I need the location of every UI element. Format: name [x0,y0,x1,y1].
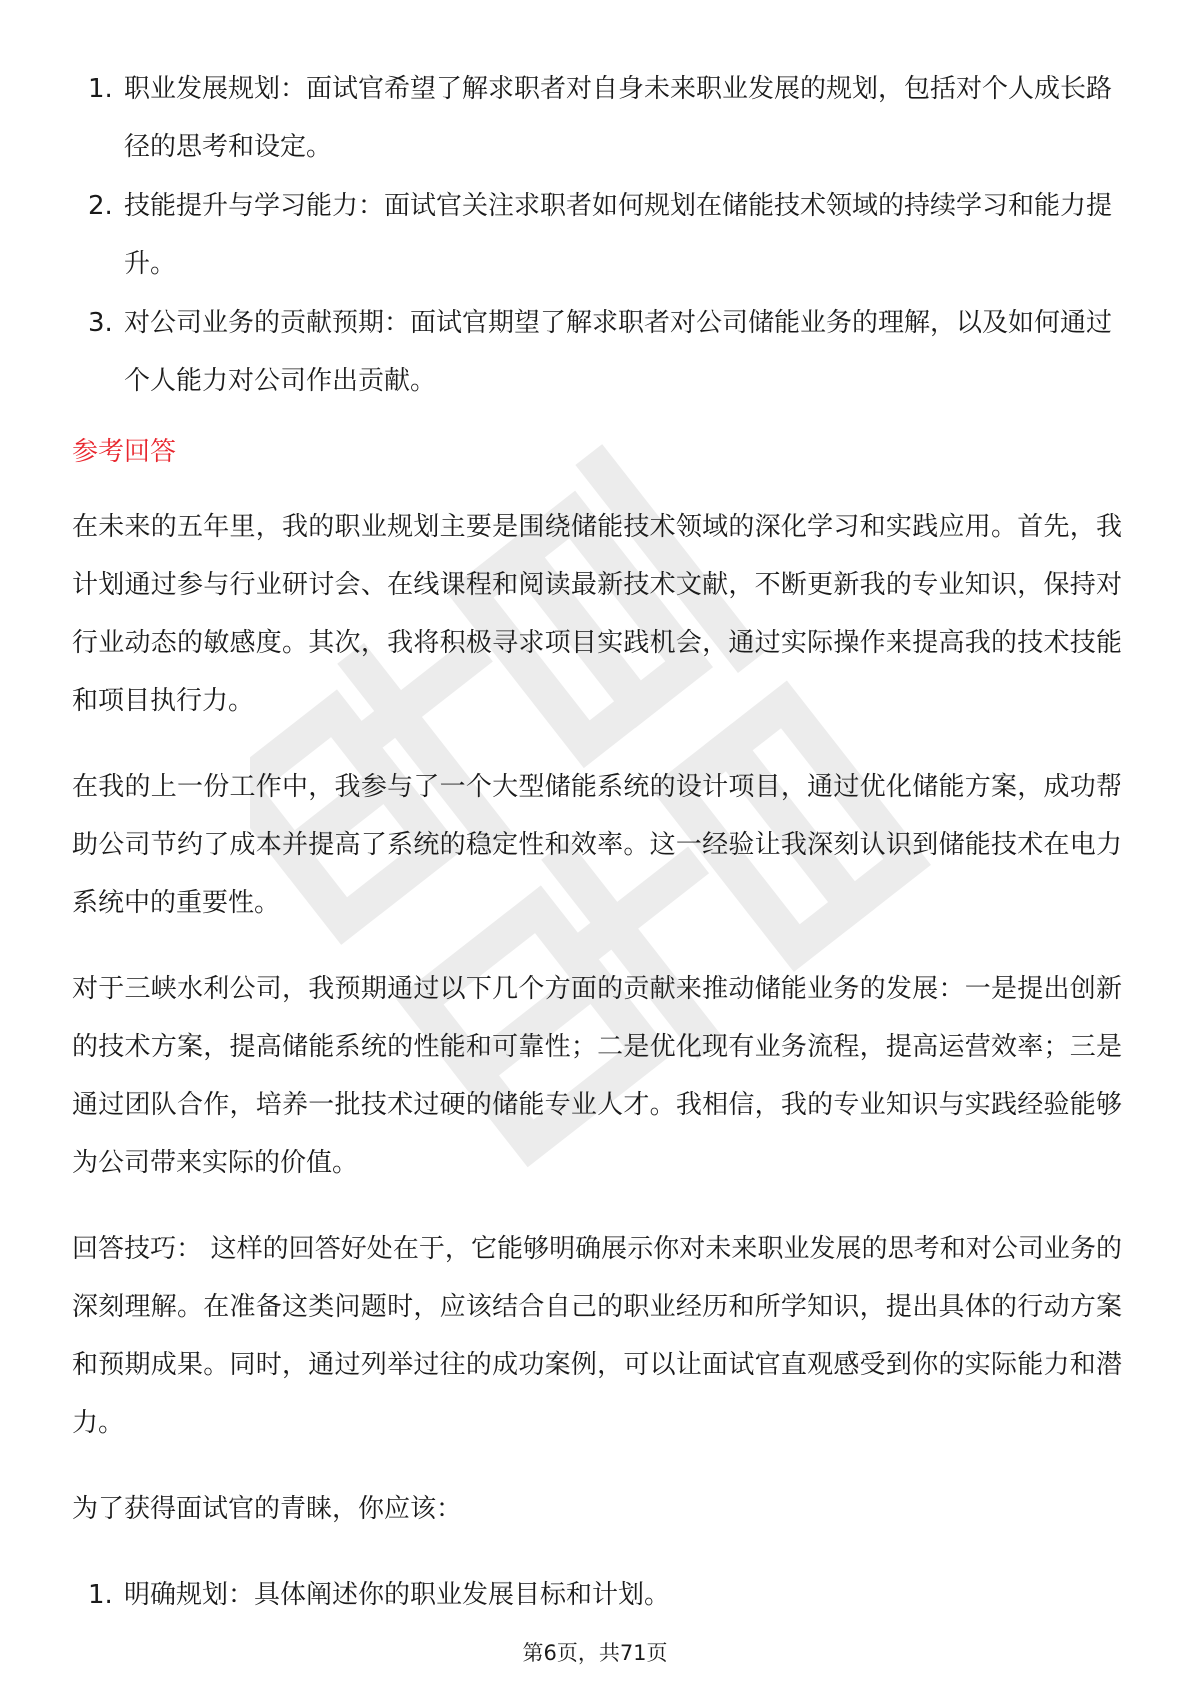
list-item-number: 2. [88,191,113,221]
list-item-text: 对公司业务的贡献预期：面试官期望了解求职者对公司储能业务的理解，以及如何通过个人能力对公司作出贡献。 [124,308,1113,396]
list-item [72,294,1122,410]
bottom-numbered-list [72,1566,1122,1624]
answer-paragraph-1: 在未来的五年里，我的职业规划主要是围绕储能技术领域的深化学习和实践应用。首先，我计划通过参与行业研讨会、在线课程和阅读最新技术文献，不断更新我的专业知识，保持对行业动态的敏感度。其次，我将积极寻求项目实践机会，通过实际操作来提高我的技术技能和项目执行力。 [72,512,1122,716]
list-item-text: 技能提升与学习能力：面试官关注求职者如何规划在储能技术领域的持续学习和能力提升。 [124,191,1113,279]
advice-intro-paragraph: 为了获得面试官的青睐，你应该： [72,1494,463,1524]
list-item [72,60,1122,176]
top-numbered-list [72,60,1122,410]
document-body [72,60,1122,1625]
list-item-text: 明确规划：具体阐述你的职业发展目标和计划。 [124,1580,671,1610]
page-footer: 第6页，共71页 [522,1641,668,1665]
answer-paragraph-3: 对于三峡水利公司，我预期通过以下几个方面的贡献来推动储能业务的发展：一是提出创新的技术方案，提高储能系统的性能和可靠性；二是优化现有业务流程，提高运营效率；三是通过团队合作，培养一批技术过硬的储能专业人才。我相信，我的专业知识与实践经验能够为公司带来实际的价值。 [72,974,1122,1178]
section-title-reference-answer: 参考回答 [72,437,177,467]
list-item-number: 1. [88,1580,113,1610]
answer-tips-paragraph: 回答技巧： 这样的回答好处在于，它能够明确展示你对未来职业发展的思考和对公司业务的深刻理解。在准备这类问题时，应该结合自己的职业经历和所学知识，提出具体的行动方案和预期成果。同时，通过列举过往的成功案例，可以让面试官直观感受到你的实际能力和潜力。 [72,1234,1122,1438]
list-item-number: 1. [88,74,113,104]
list-item-number: 3. [88,308,113,338]
list-item [72,1566,1122,1624]
list-item [72,177,1122,293]
answer-paragraph-2: 在我的上一份工作中，我参与了一个大型储能系统的设计项目，通过优化储能方案，成功帮助公司节约了成本并提高了系统的稳定性和效率。这一经验让我深刻认识到储能技术在电力系统中的重要性。 [72,772,1122,918]
list-item-text: 职业发展规划：面试官希望了解求职者对自身未来职业发展的规划，包括对个人成长路径的思考和设定。 [124,74,1113,162]
